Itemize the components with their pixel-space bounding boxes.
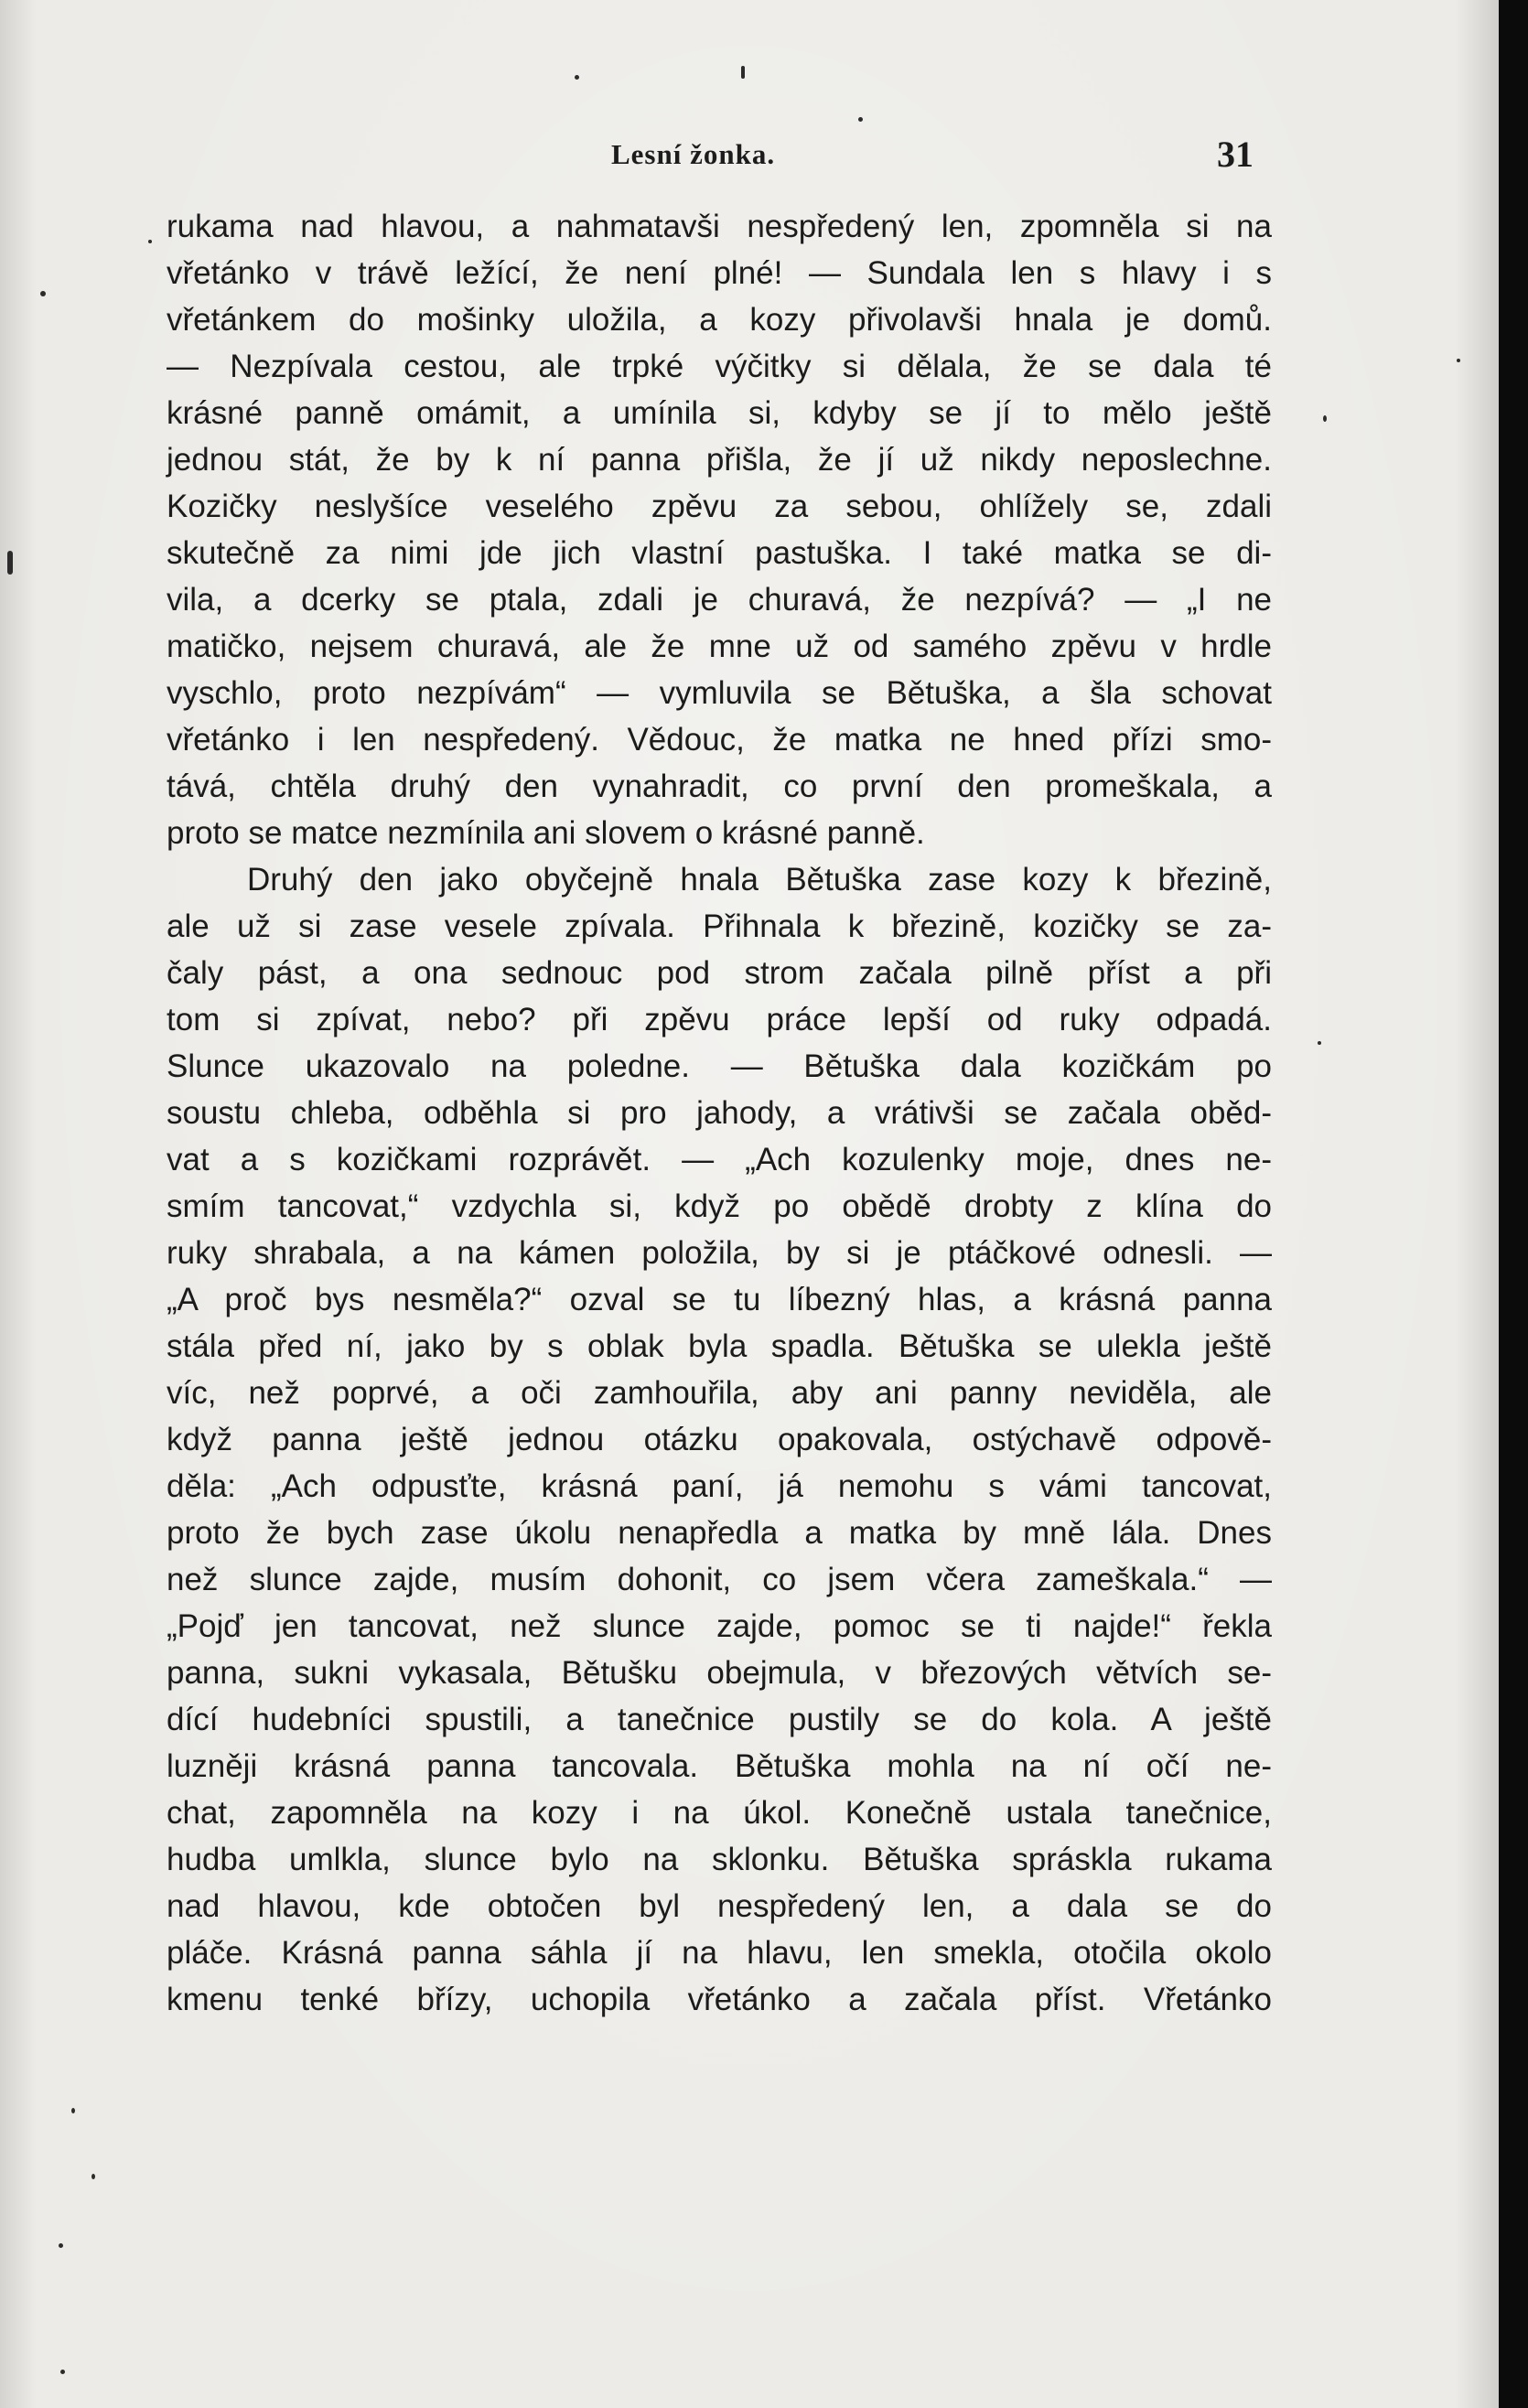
text-line: vila, a dcerky se ptala, zdali je churavá, že nezpívá? — „I ne <box>167 582 1272 618</box>
text-line: vat a s kozičkami rozprávět. — „Ach kozulenky moje, dnes ne- <box>167 1142 1272 1177</box>
body-text <box>167 203 1272 2023</box>
text-line: vyschlo, proto nezpívám“ — vymluvila se Bětuška, a šla schovat <box>167 675 1272 711</box>
text-line: chat, zapomněla na kozy i na úkol. Konečně ustala tanečnice, <box>167 1795 1272 1831</box>
text-line: proto se matce nezmínila ani slovem o krásné panně. <box>167 815 925 851</box>
text-line: čaly pást, a ona sednouc pod strom začala pilně příst a při <box>167 955 1272 991</box>
text-line: pláče. Krásná panna sáhla jí na hlavu, len smekla, otočila okolo <box>167 1935 1272 1971</box>
running-title: Lesní žonka. <box>611 138 776 170</box>
scan-speck <box>1457 359 1460 362</box>
text-line: nad hlavou, kde obtočen byl nespředený len, a dala se do <box>167 1888 1272 1924</box>
text-line: tom si zpívat, nebo? při zpěvu práce lepší od ruky odpadá. <box>167 1002 1272 1037</box>
text-line: tává, chtěla druhý den vynahradit, co první den promeškala, a <box>167 769 1272 804</box>
text-line: ruky shrabala, a na kámen položila, by si je ptáčkové odnesli. — <box>167 1235 1272 1271</box>
scan-speck <box>91 2174 95 2179</box>
text-line: rukama nad hlavou, a nahmatavši nespředený len, zpomněla si na <box>167 209 1272 244</box>
text-line: „A proč bys nesměla?“ ozval se tu líbezný hlas, a krásná panna <box>167 1282 1272 1317</box>
text-line: panna, sukni vykasala, Bětušku obejmula, v březových větvích se- <box>167 1655 1272 1691</box>
text-line: než slunce zajde, musím dohonit, co jsem včera zameškala.“ — <box>167 1562 1272 1597</box>
scan-speck <box>59 2243 63 2248</box>
page-header <box>0 133 1499 188</box>
text-line: vřetánko i len nespředený. Vědouc, že matka ne hned přízi smo- <box>167 722 1272 758</box>
text-line: když panna ještě jednou otázku opakovala, ostýchavě odpově- <box>167 1422 1272 1457</box>
page-number: 31 <box>1217 134 1254 175</box>
text-line: — Nezpívala cestou, ale trpké výčitky si dělala, že se dala té <box>167 349 1272 384</box>
text-line: vřetánkem do mošinky uložila, a kozy přivolavši hnala je domů. <box>167 302 1272 338</box>
scan-border <box>1499 0 1528 2408</box>
text-line: jednou stát, že by k ní panna přišla, že jí už nikdy neposlechne. <box>167 442 1272 478</box>
scan-speck <box>60 2370 65 2374</box>
text-line: kmenu tenké břízy, uchopila vřetánko a začala příst. Vřetánko <box>167 1982 1272 2017</box>
text-line: vřetánko v trávě ležící, že není plné! — Sundala len s hlavy i s <box>167 255 1272 291</box>
text-line: děla: „Ach odpusťte, krásná paní, já nemohu s vámi tancovat, <box>167 1468 1272 1504</box>
text-line: soustu chleba, odběhla si pro jahody, a vrátivši se začala oběd- <box>167 1095 1272 1131</box>
text-line: víc, než poprvé, a oči zamhouřila, aby ani panny neviděla, ale <box>167 1375 1272 1411</box>
text-line: Kozičky neslyšíce veselého zpěvu za sebou, ohlížely se, zdali <box>167 489 1272 524</box>
text-line: „Pojď jen tancovat, než slunce zajde, pomoc se ti najde!“ řekla <box>167 1608 1272 1644</box>
text-line: Slunce ukazovalo na poledne. — Bětuška dala kozičkám po <box>167 1048 1272 1084</box>
scan-speck <box>148 240 152 243</box>
scan-speck <box>7 551 13 575</box>
scan-speck <box>40 291 46 296</box>
scan-speck <box>741 66 745 79</box>
scan-speck <box>71 2108 75 2113</box>
text-line: proto že bych zase úkolu nenapředla a matka by mně lála. Dnes <box>167 1515 1272 1551</box>
text-line: matičko, nejsem churavá, ale že mne už od samého zpěvu v hrdle <box>167 629 1272 664</box>
text-line: smím tancovat,“ vzdychla si, když po obědě drobty z klína do <box>167 1188 1272 1224</box>
text-line: luzněji krásná panna tancovala. Bětuška mohla na ní očí ne- <box>167 1748 1272 1784</box>
scan-speck <box>858 117 863 122</box>
scan-speck <box>1323 415 1327 422</box>
text-line: dící hudebníci spustili, a tanečnice pustily se do kola. A ještě <box>167 1702 1272 1737</box>
text-line: skutečně za nimi jde jich vlastní pastuška. I také matka se di- <box>167 535 1272 571</box>
scan-speck <box>575 75 579 80</box>
text-line: hudba umlkla, slunce bylo na sklonku. Bětuška spráskla rukama <box>167 1842 1272 1877</box>
text-line: ale už si zase vesele zpívala. Přihnala k březině, kozičky se za- <box>167 908 1272 944</box>
text-line: Druhý den jako obyčejně hnala Bětuška zase kozy k březině, <box>247 862 1272 898</box>
text-line: krásné panně omámit, a umínila si, kdyby se jí to mělo ještě <box>167 395 1272 431</box>
text-line: stála před ní, jako by s oblak byla spadla. Bětuška se ulekla ještě <box>167 1328 1272 1364</box>
scan-speck <box>1318 1041 1321 1045</box>
